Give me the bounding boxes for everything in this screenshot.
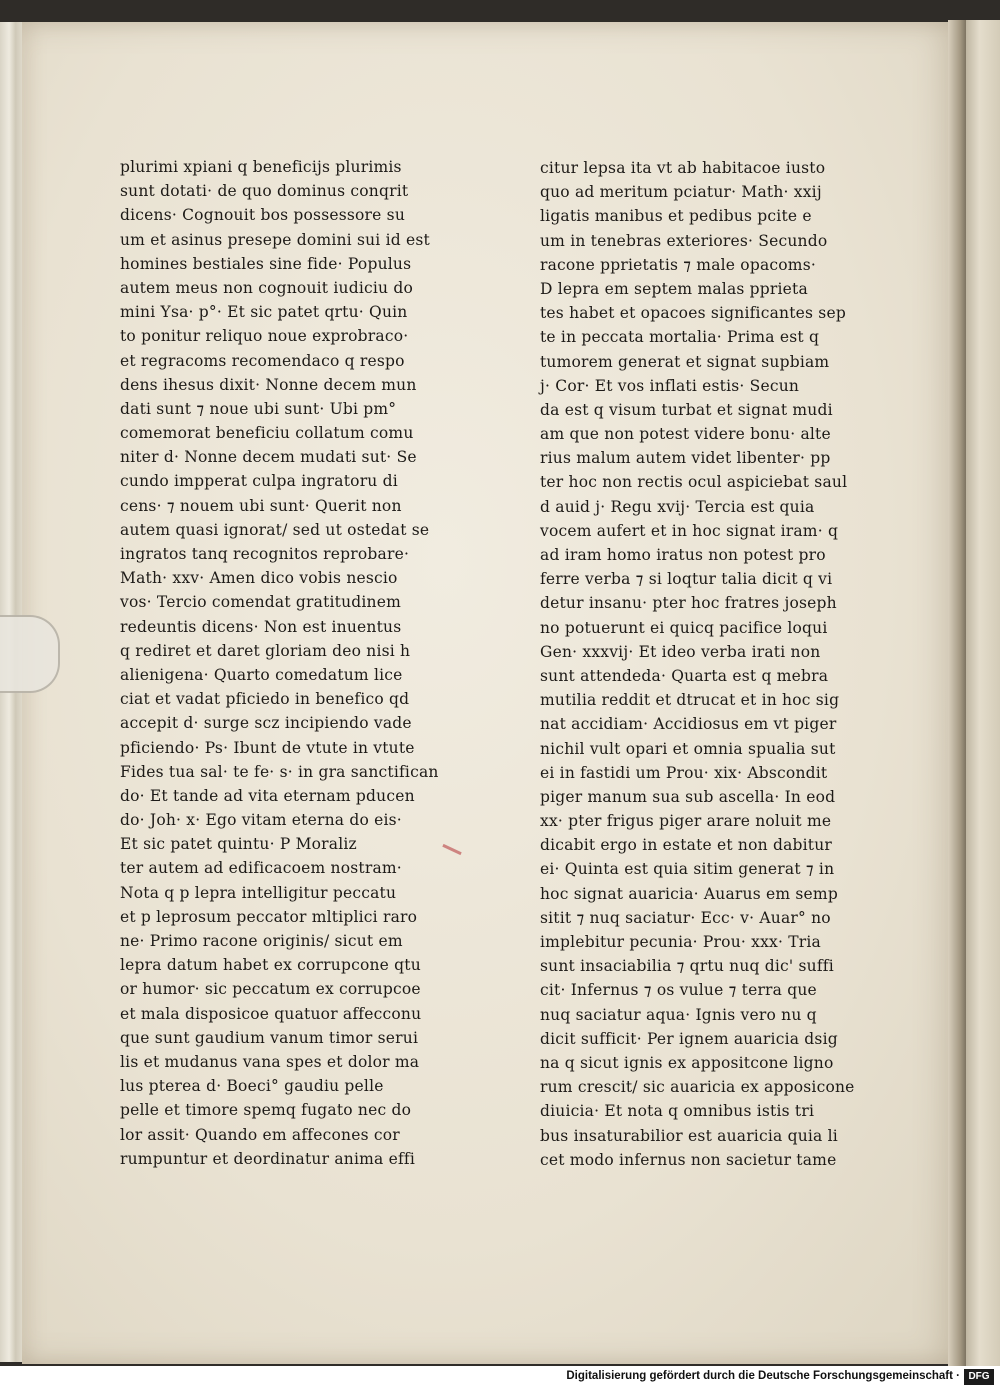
text-line: Et sic patet quintu· P Moraliz [120, 835, 357, 854]
page-clip [0, 615, 60, 693]
text-line: et regracoms recomendaco q respo [120, 351, 405, 370]
text-line: ei· Quinta est quia sitim generat ⁊ in [540, 860, 835, 879]
text-line: bus insaturabilior est auaricia quia li [540, 1126, 838, 1145]
text-line: um et asinus presepe domini sui id est [120, 230, 430, 249]
text-line: autem quasi ignorat/ sed ut ostedat se [120, 520, 430, 539]
text-line: que sunt gaudium vanum timor serui [120, 1028, 419, 1047]
text-line: autem meus non cognouit iudiciu do [120, 278, 413, 297]
book-gutter [948, 20, 968, 1366]
text-line: dens ihesus dixit· Nonne decem mun [120, 375, 417, 394]
text-line: plurimi xpiani q beneficijs plurimis [120, 158, 402, 176]
text-line: do· Et tande ad vita eternam pducen [120, 786, 415, 805]
text-column-left [120, 155, 450, 1171]
text-line: to ponitur reliquo noue exprobraco· [120, 327, 409, 346]
text-line: tumorem generat et signat supbiam [540, 352, 830, 371]
text-column-right [540, 156, 870, 1172]
text-line: pelle et timore spemq fugato nec do [120, 1101, 412, 1120]
footer-credit: Digitalisierung gefördert durch die Deutsche Forschungsgemeinschaft · [566, 1370, 960, 1382]
text-line: cundo impperat culpa ingratoru di [120, 472, 398, 491]
text-line: dicit sufficit· Per ignem auaricia dsig [540, 1029, 838, 1048]
text-line: et mala disposicoe quatuor affecconu [120, 1004, 422, 1023]
text-line: sunt insaciabilia ⁊ qrtu nuq dic' suffi [540, 957, 834, 976]
text-line: rumpuntur et deordinatur anima effi [120, 1149, 415, 1168]
text-line: nichil vult opari et omnia spualia sut [540, 739, 836, 758]
text-line: niter d· Nonne decem mudati sut· Se [120, 448, 417, 467]
text-line: diuicia· Et nota q omnibus istis tri [540, 1102, 815, 1121]
text-line: hoc signat auaricia· Auarus em semp [540, 884, 838, 903]
text-line: nat accidiam· Accidiosus em vt piger [540, 715, 837, 734]
text-line: d auid j· Regu xvij· Tercia est quia [540, 497, 815, 516]
text-line: Gen· xxxvij· Et ideo verba irati non [540, 642, 821, 661]
text-line: no potuerunt ei quicq pacifice loqui [540, 618, 828, 637]
text-line: lus pterea d· Boeci° gaudiu pelle [120, 1077, 384, 1096]
text-line: ad iram homo iratus non potest pro [540, 546, 826, 564]
text-line: ligatis manibus et pedibus pcite e [540, 207, 812, 226]
text-line: cit· Infernus ⁊ os vulue ⁊ terra que [540, 981, 817, 1000]
text-line: sitit ⁊ nuq saciatur· Ecc· v· Auar° no [540, 908, 831, 927]
text-line: vos· Tercio comendat gratitudinem [120, 593, 401, 612]
text-line: racone pprietatis ⁊ male opacoms· [540, 255, 816, 274]
footer-bar [0, 1366, 1000, 1388]
text-line: rum crescit/ sic auaricia ex apposicone [540, 1078, 855, 1097]
text-line: lor assit· Quando em affecones cor [120, 1125, 400, 1144]
text-line: am que non potest videre bonu· alte [540, 425, 831, 444]
text-line: D lepra em septem malas pprieta [540, 279, 808, 298]
text-line: citur lepsa ita vt ab habitacoe iusto [540, 159, 826, 177]
text-line: na q sicut ignis ex appositcone ligno [540, 1053, 834, 1072]
text-line: q rediret et daret gloriam deo nisi h [120, 641, 411, 660]
text-line: ne· Primo racone originis/ sicut em [120, 932, 403, 950]
text-line: homines bestiales sine fide· Populus [120, 254, 412, 273]
text-line: ciat et vadat pficiedo in benefico qd [120, 690, 410, 709]
dfg-logo: DFG [964, 1369, 994, 1385]
text-line: mini Ysa· p°· Et sic patet qrtu· Quin [120, 303, 408, 322]
text-line: dati sunt ⁊ noue ubi sunt· Ubi pm° [120, 399, 397, 418]
text-line: sunt attendeda· Quarta est q mebra [540, 666, 829, 685]
text-line: Fides tua sal· te fe· s· in gra sanctifican [120, 762, 439, 781]
text-line: ei in fastidi um Prou· xix· Abscondit [540, 763, 828, 782]
text-line: et p leprosum peccator mltiplici raro [120, 907, 418, 926]
text-line: Math· xxv· Amen dico vobis nescio [120, 569, 398, 588]
text-line: da est q visum turbat et signat mudi [540, 400, 833, 419]
text-line: lis et mudanus vana spes et dolor ma [120, 1052, 420, 1071]
text-line: lepra datum habet ex corrupcone qtu [120, 956, 421, 975]
text-line: sunt dotati· de quo dominus conqrit [120, 182, 409, 201]
text-line: tes habet et opacoes significantes sep [540, 304, 846, 323]
text-line: alienigena· Quarto comedatum lice [120, 665, 403, 684]
text-line: ter hoc non rectis ocul aspiciebat saul [540, 473, 848, 492]
text-line: cet modo infernus non sacietur tame [540, 1150, 837, 1169]
text-line: piger manum sua sub ascella· In eod [540, 787, 836, 806]
text-line: implebitur pecunia· Prou· xxx· Tria [540, 933, 821, 951]
text-line: vocem aufert et in hoc signat iram· q [540, 521, 839, 540]
text-line: ter autem ad edificacoem nostram· [120, 859, 402, 878]
text-line: comemorat beneficiu collatum comu [120, 424, 414, 443]
facing-page-edge [966, 20, 1000, 1366]
text-line: nuq saciatur aqua· Ignis vero nu q [540, 1005, 817, 1024]
text-line: ingratos tanq recognitos reprobare· [120, 545, 410, 563]
text-line: dicabit ergo in estate et non dabitur [540, 836, 833, 855]
text-line: ferre verba ⁊ si loqtur talia dicit q vi [540, 570, 833, 589]
text-line: detur insanu· pter hoc fratres joseph [540, 594, 837, 613]
text-line: do· Joh· x· Ego vitam eterna do eis· [120, 811, 402, 830]
text-line: j· Cor· Et vos inflati estis· Secun [540, 376, 800, 395]
text-line: or humor· sic peccatum ex corrupcoe [120, 980, 421, 999]
text-line: mutilia reddit et dtrucat et in hoc sig [540, 691, 840, 710]
text-line: xx· pter frigus piger arare noluit me [540, 812, 832, 831]
text-line: um in tenebras exteriores· Secundo [540, 231, 828, 250]
text-line: redeuntis dicens· Non est inuentus [120, 617, 402, 636]
text-line: cens· ⁊ nouem ubi sunt· Querit non [120, 496, 402, 515]
text-line: dicens· Cognouit bos possessore su [120, 206, 406, 225]
text-line: quo ad meritum pciatur· Math· xxij [540, 183, 822, 202]
text-line: pficiendo· Ps· Ibunt de vtute in vtute [120, 738, 415, 757]
text-line: te in peccata mortalia· Prima est q [540, 328, 820, 347]
text-line: accepit d· surge scz incipiendo vade [120, 714, 412, 733]
text-line: Nota q p lepra intelligitur peccatu [120, 883, 397, 902]
text-line: rius malum autem videt libenter· pp [540, 449, 831, 468]
